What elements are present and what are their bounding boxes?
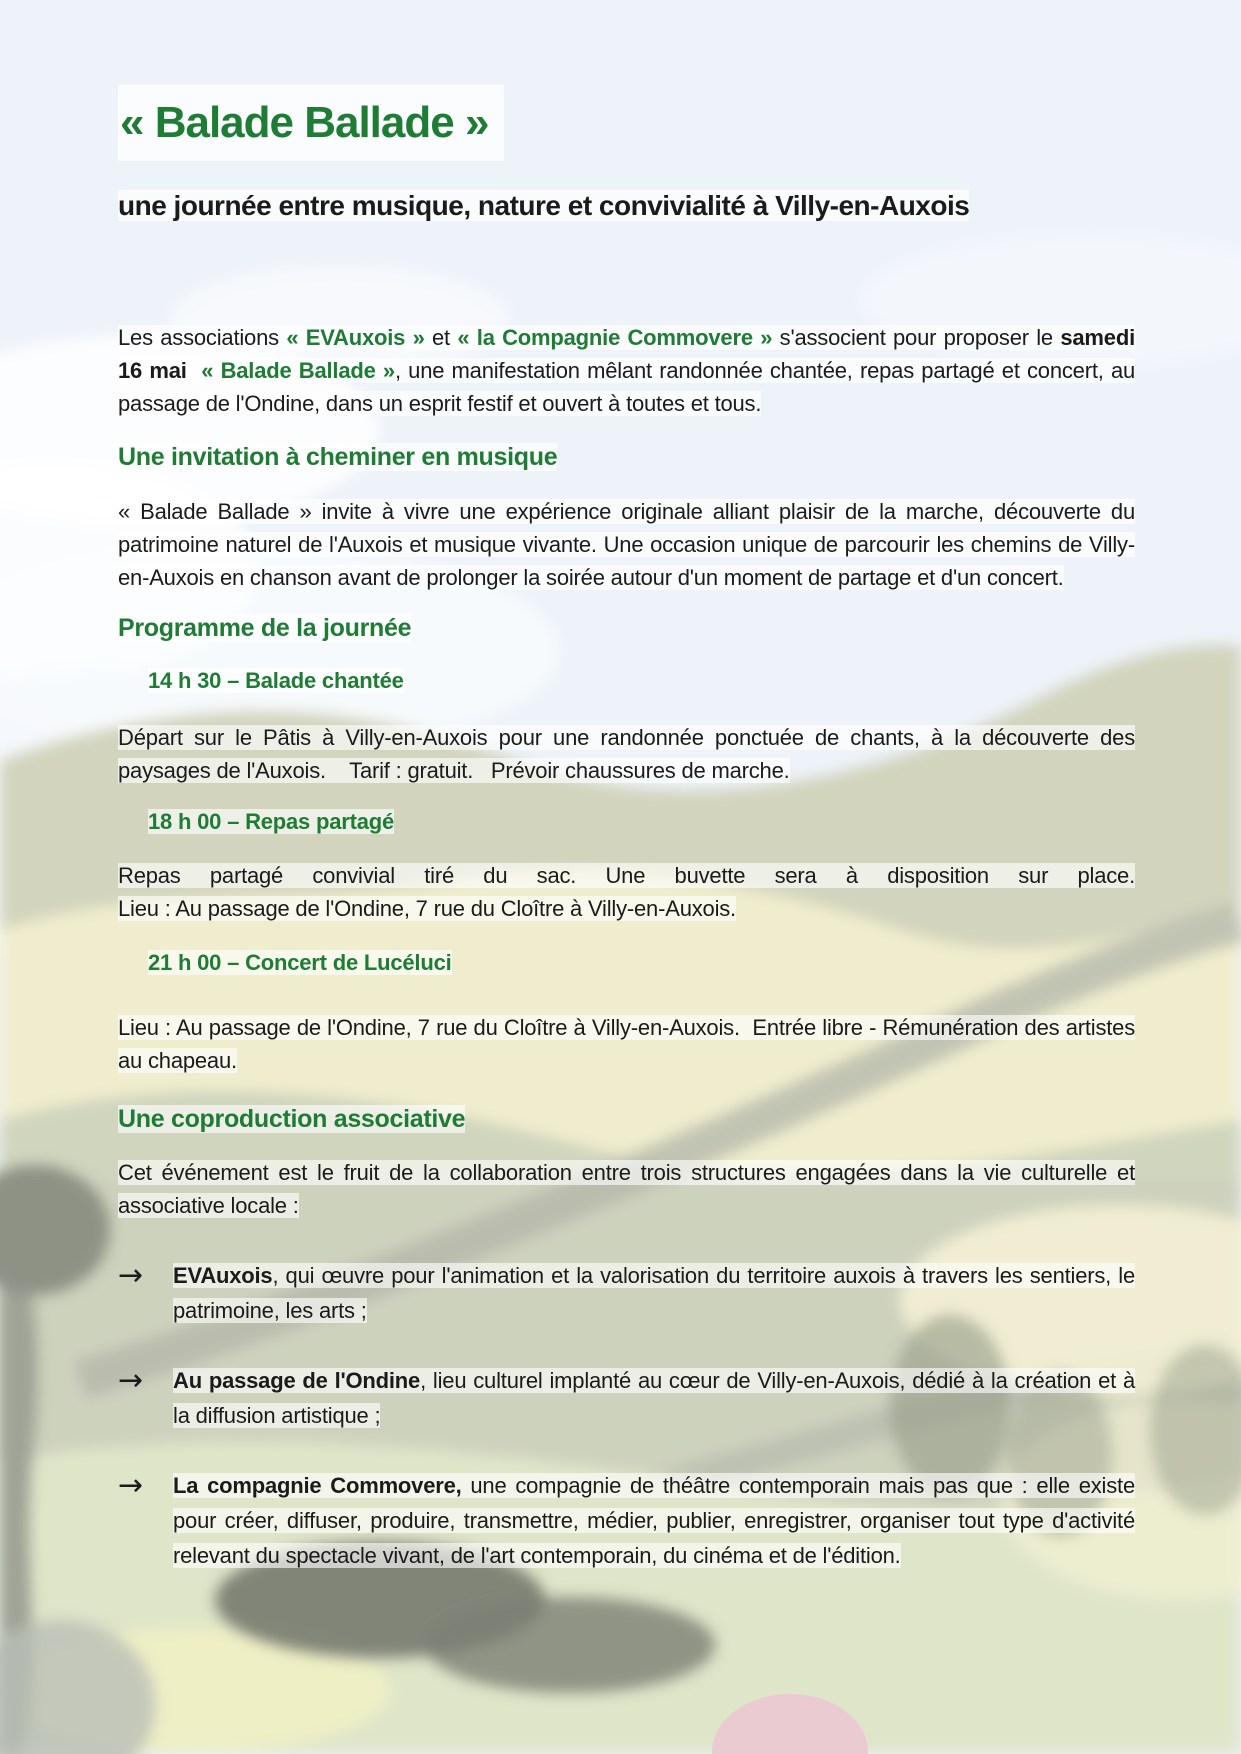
programme-balade-paragraph <box>118 721 1135 787</box>
list-item <box>118 1468 1135 1573</box>
partner-list <box>118 1258 1135 1573</box>
intro-paragraph <box>118 321 1135 420</box>
coproduction-paragraph <box>118 1156 1135 1222</box>
text-segment: Repas partagé convivial tiré du sac. Une buvette sera à disposition sur place. <box>118 863 1135 888</box>
partner-ondine <box>173 1363 1135 1433</box>
page-subtitle: une journée entre musique, nature et convivialité à Villy-en-Auxois <box>118 190 970 221</box>
text-segment: Au passage de l'Ondine <box>173 1368 421 1393</box>
page-title <box>118 85 1135 161</box>
programme-repas-paragraph <box>118 859 1135 892</box>
programme-repas-lieu <box>118 892 1135 925</box>
page-title-text: « Balade Ballade » <box>118 85 504 161</box>
text-segment: « Balade Ballade » invite à vivre une expérience originale alliant plaisir de la marche, découverte du patrimoine naturel de l'Auxois et musique vivante. Une occasion unique de parcourir les chemins de Villy-en-Auxois en chanson avant de prolonger la soirée autour d'un moment de partage et d'un concert. <box>118 499 1135 590</box>
list-item <box>118 1363 1135 1433</box>
programme-time-concert: 21 h 00 – Concert de Lucéluci <box>148 950 452 975</box>
arrow-right-icon: → <box>118 1258 144 1293</box>
list-item <box>118 1258 1135 1328</box>
section-heading-programme: Programme de la journée <box>118 614 412 642</box>
programme-concert-paragraph <box>118 1011 1135 1077</box>
section-heading-coproduction: Une coproduction associative <box>118 1105 466 1133</box>
text-segment: s'associent pour proposer le <box>772 325 1061 350</box>
text-segment: « la Compagnie Commovere » <box>457 325 773 350</box>
text-segment: Lieu : Au passage de l'Ondine, 7 rue du Cloître à Villy-en-Auxois. <box>118 896 736 921</box>
text-segment: Lieu : Au passage de l'Ondine, 7 rue du Cloître à Villy-en-Auxois. Entrée libre - Rémunération des artistes au chapeau. <box>118 1015 1135 1073</box>
invitation-paragraph <box>118 495 1135 594</box>
text-segment: « Balade Ballade » <box>201 358 395 383</box>
text-segment: , lieu culturel implanté au cœur de Villy-en-Auxois, dédié à la création et à la diffusion artistique ; <box>173 1368 1135 1428</box>
text-segment: « EVAuxois » <box>286 325 425 350</box>
text-segment: et <box>424 325 458 350</box>
text-segment: une compagnie de théâtre contemporain mais pas que : elle existe pour créer, diffuser, produire, transmettre, médier, publier, enregistrer, organiser tout type d'activité relevant du spectacle vivant, de l'art contemporain, du cinéma et de l'édition. <box>173 1473 1135 1568</box>
programme-time-balade: 14 h 30 – Balade chantée <box>148 668 404 693</box>
arrow-right-icon: → <box>118 1363 144 1398</box>
arrow-right-icon: → <box>118 1468 144 1503</box>
text-segment: , qui œuvre pour l'animation et la valorisation du territoire auxois à travers les sentiers, le patrimoine, les arts ; <box>173 1263 1135 1323</box>
section-heading-invitation: Une invitation à cheminer en musique <box>118 443 558 471</box>
text-segment: EVAuxois <box>173 1263 273 1288</box>
text-segment: Cet événement est le fruit de la collaboration entre trois structures engagées dans la vie culturelle et associative locale : <box>118 1160 1135 1218</box>
text-segment: Les associations <box>118 325 287 350</box>
text-segment: samedi 16 mai <box>118 325 1135 383</box>
programme-time-repas: 18 h 00 – Repas partagé <box>148 809 395 834</box>
text-segment: La compagnie Commovere, <box>173 1473 462 1498</box>
partner-commovere <box>173 1468 1135 1573</box>
text-segment: Départ sur le Pâtis à Villy-en-Auxois pour une randonnée ponctuée de chants, à la découverte des paysages de l'Auxois. Tarif : gratuit. Prévoir chaussures de marche. <box>118 725 1135 783</box>
partner-evauxois <box>173 1258 1135 1328</box>
text-segment <box>187 358 202 383</box>
text-segment: , une manifestation mêlant randonnée chantée, repas partagé et concert, au passage de l'Ondine, dans un esprit festif et ouvert à toutes et tous. <box>118 358 1136 416</box>
